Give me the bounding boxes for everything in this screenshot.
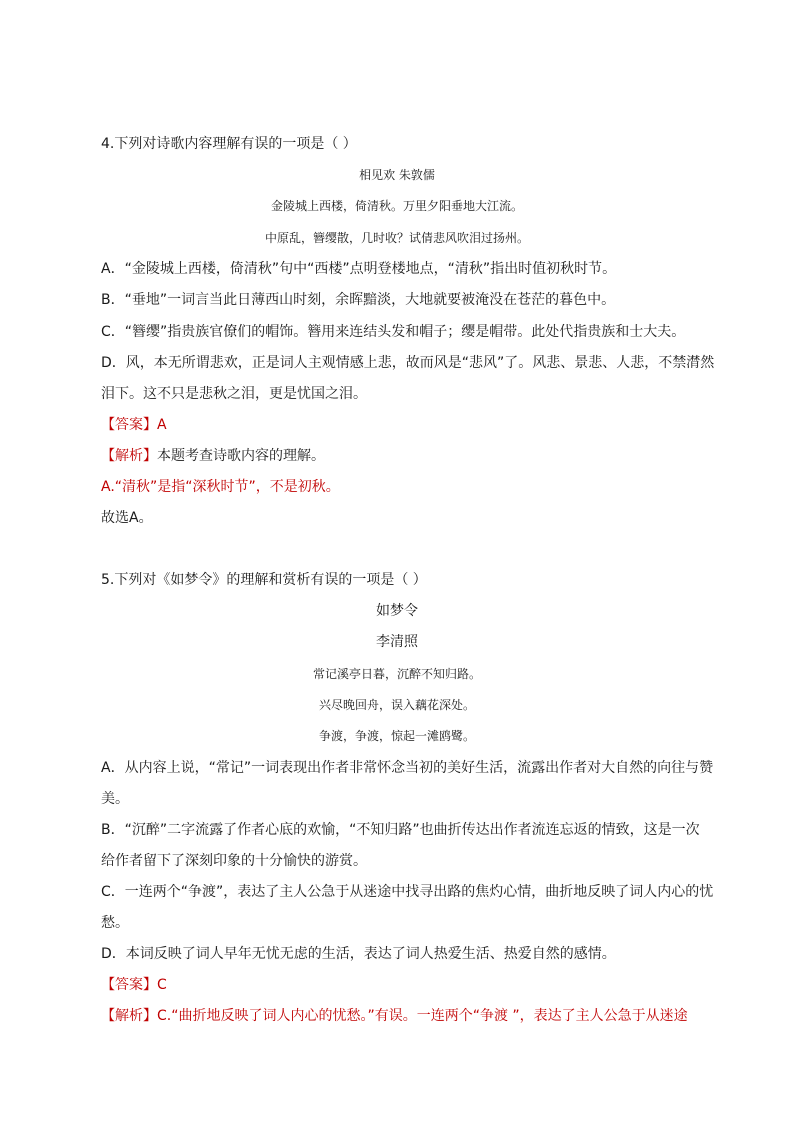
q4-conclusion: 故选A。 <box>101 510 153 526</box>
q5-option-b: B．“沉醉”二字流露了作者心底的欢愉，“不知归路”也曲折传达出作者流连忘返的情致，这是一次 <box>101 822 700 838</box>
q5-poem-title: 如梦令 <box>376 603 418 619</box>
q4-poem-line-1: 金陵城上西楼，倚清秋。万里夕阳垂地大江流。 <box>270 199 523 213</box>
answer-value: A <box>157 417 167 433</box>
q5-option-a-continued: 美。 <box>101 791 129 807</box>
q4-option-b: B．“垂地”一词言当此日薄西山时刻，余晖黯淡，大地就要被淹没在苍茫的暮色中。 <box>101 292 616 308</box>
q4-poem-line-2: 中原乱，簪缨散，几时收？试倩悲风吹泪过扬州。 <box>264 231 529 245</box>
analysis-text: C.“曲折地反映了词人内心的忧愁。”有误。一连两个“争渡 ”，表达了主人公急于从迷途 <box>157 1008 688 1024</box>
q4-answer <box>101 415 167 435</box>
q4-option-a: A．“金陵城上西楼，倚清秋”句中“西楼”点明登楼地点，“清秋”指出时值初秋时节。 <box>101 261 617 277</box>
question-4-stem: 4.下列对诗歌内容理解有误的一项是（ ） <box>101 136 357 152</box>
analysis-tag: 【解析】 <box>101 448 157 464</box>
answer-tag: 【答案】 <box>101 417 157 433</box>
q5-answer <box>101 975 167 995</box>
q5-poem-author: 李清照 <box>376 634 418 650</box>
q5-poem-line-3: 争渡，争渡，惊起一滩鸥鹭。 <box>318 729 475 743</box>
q5-option-a: A．从内容上说，“常记”一词表现出作者非常怀念当初的美好生活，流露出作者对大自然的向往与赞 <box>101 760 714 776</box>
q5-poem-line-2: 兴尽晚回舟，误入藕花深处。 <box>318 698 475 712</box>
q5-analysis <box>101 1006 688 1026</box>
q5-option-b-continued: 给作者留下了深刻印象的十分愉快的游赏。 <box>101 853 367 869</box>
answer-value: C <box>157 977 167 993</box>
q4-option-d: D．风，本无所谓悲欢，正是词人主观情感上悲，故而风是“悲风”了。风悲、景悲、人悲，不禁潸然 <box>101 355 715 371</box>
q4-option-c: C．“簪缨”指贵族官僚们的帽饰。簪用来连结头发和帽子；缨是帽带。此处代指贵族和士大夫。 <box>101 324 686 340</box>
q5-option-c: C．一连两个“争渡”，表达了主人公急于从迷途中找寻出路的焦灼心情，曲折地反映了词人内心的忧 <box>101 884 714 900</box>
q4-poem-title: 相见欢 朱敦儒 <box>359 168 435 182</box>
analysis-tag: 【解析】 <box>101 1008 157 1024</box>
q4-analysis-detail: A.“清秋”是指“深秋时节”，不是初秋。 <box>101 479 340 495</box>
answer-tag: 【答案】 <box>101 977 157 993</box>
q5-option-c-continued: 愁。 <box>101 915 129 931</box>
question-5-stem: 5.下列对《如梦令》的理解和赏析有误的一项是（ ） <box>101 572 427 588</box>
q5-option-d: D．本词反映了词人早年无忧无虑的生活，表达了词人热爱生活、热爱自然的感情。 <box>101 946 616 962</box>
q4-analysis <box>101 446 325 466</box>
q5-poem-line-1: 常记溪亭日暮，沉醉不知归路。 <box>312 667 481 681</box>
analysis-text: 本题考查诗歌内容的理解。 <box>157 448 325 464</box>
q4-option-d-continued: 泪下。这不只是悲秋之泪，更是忧国之泪。 <box>101 386 367 402</box>
